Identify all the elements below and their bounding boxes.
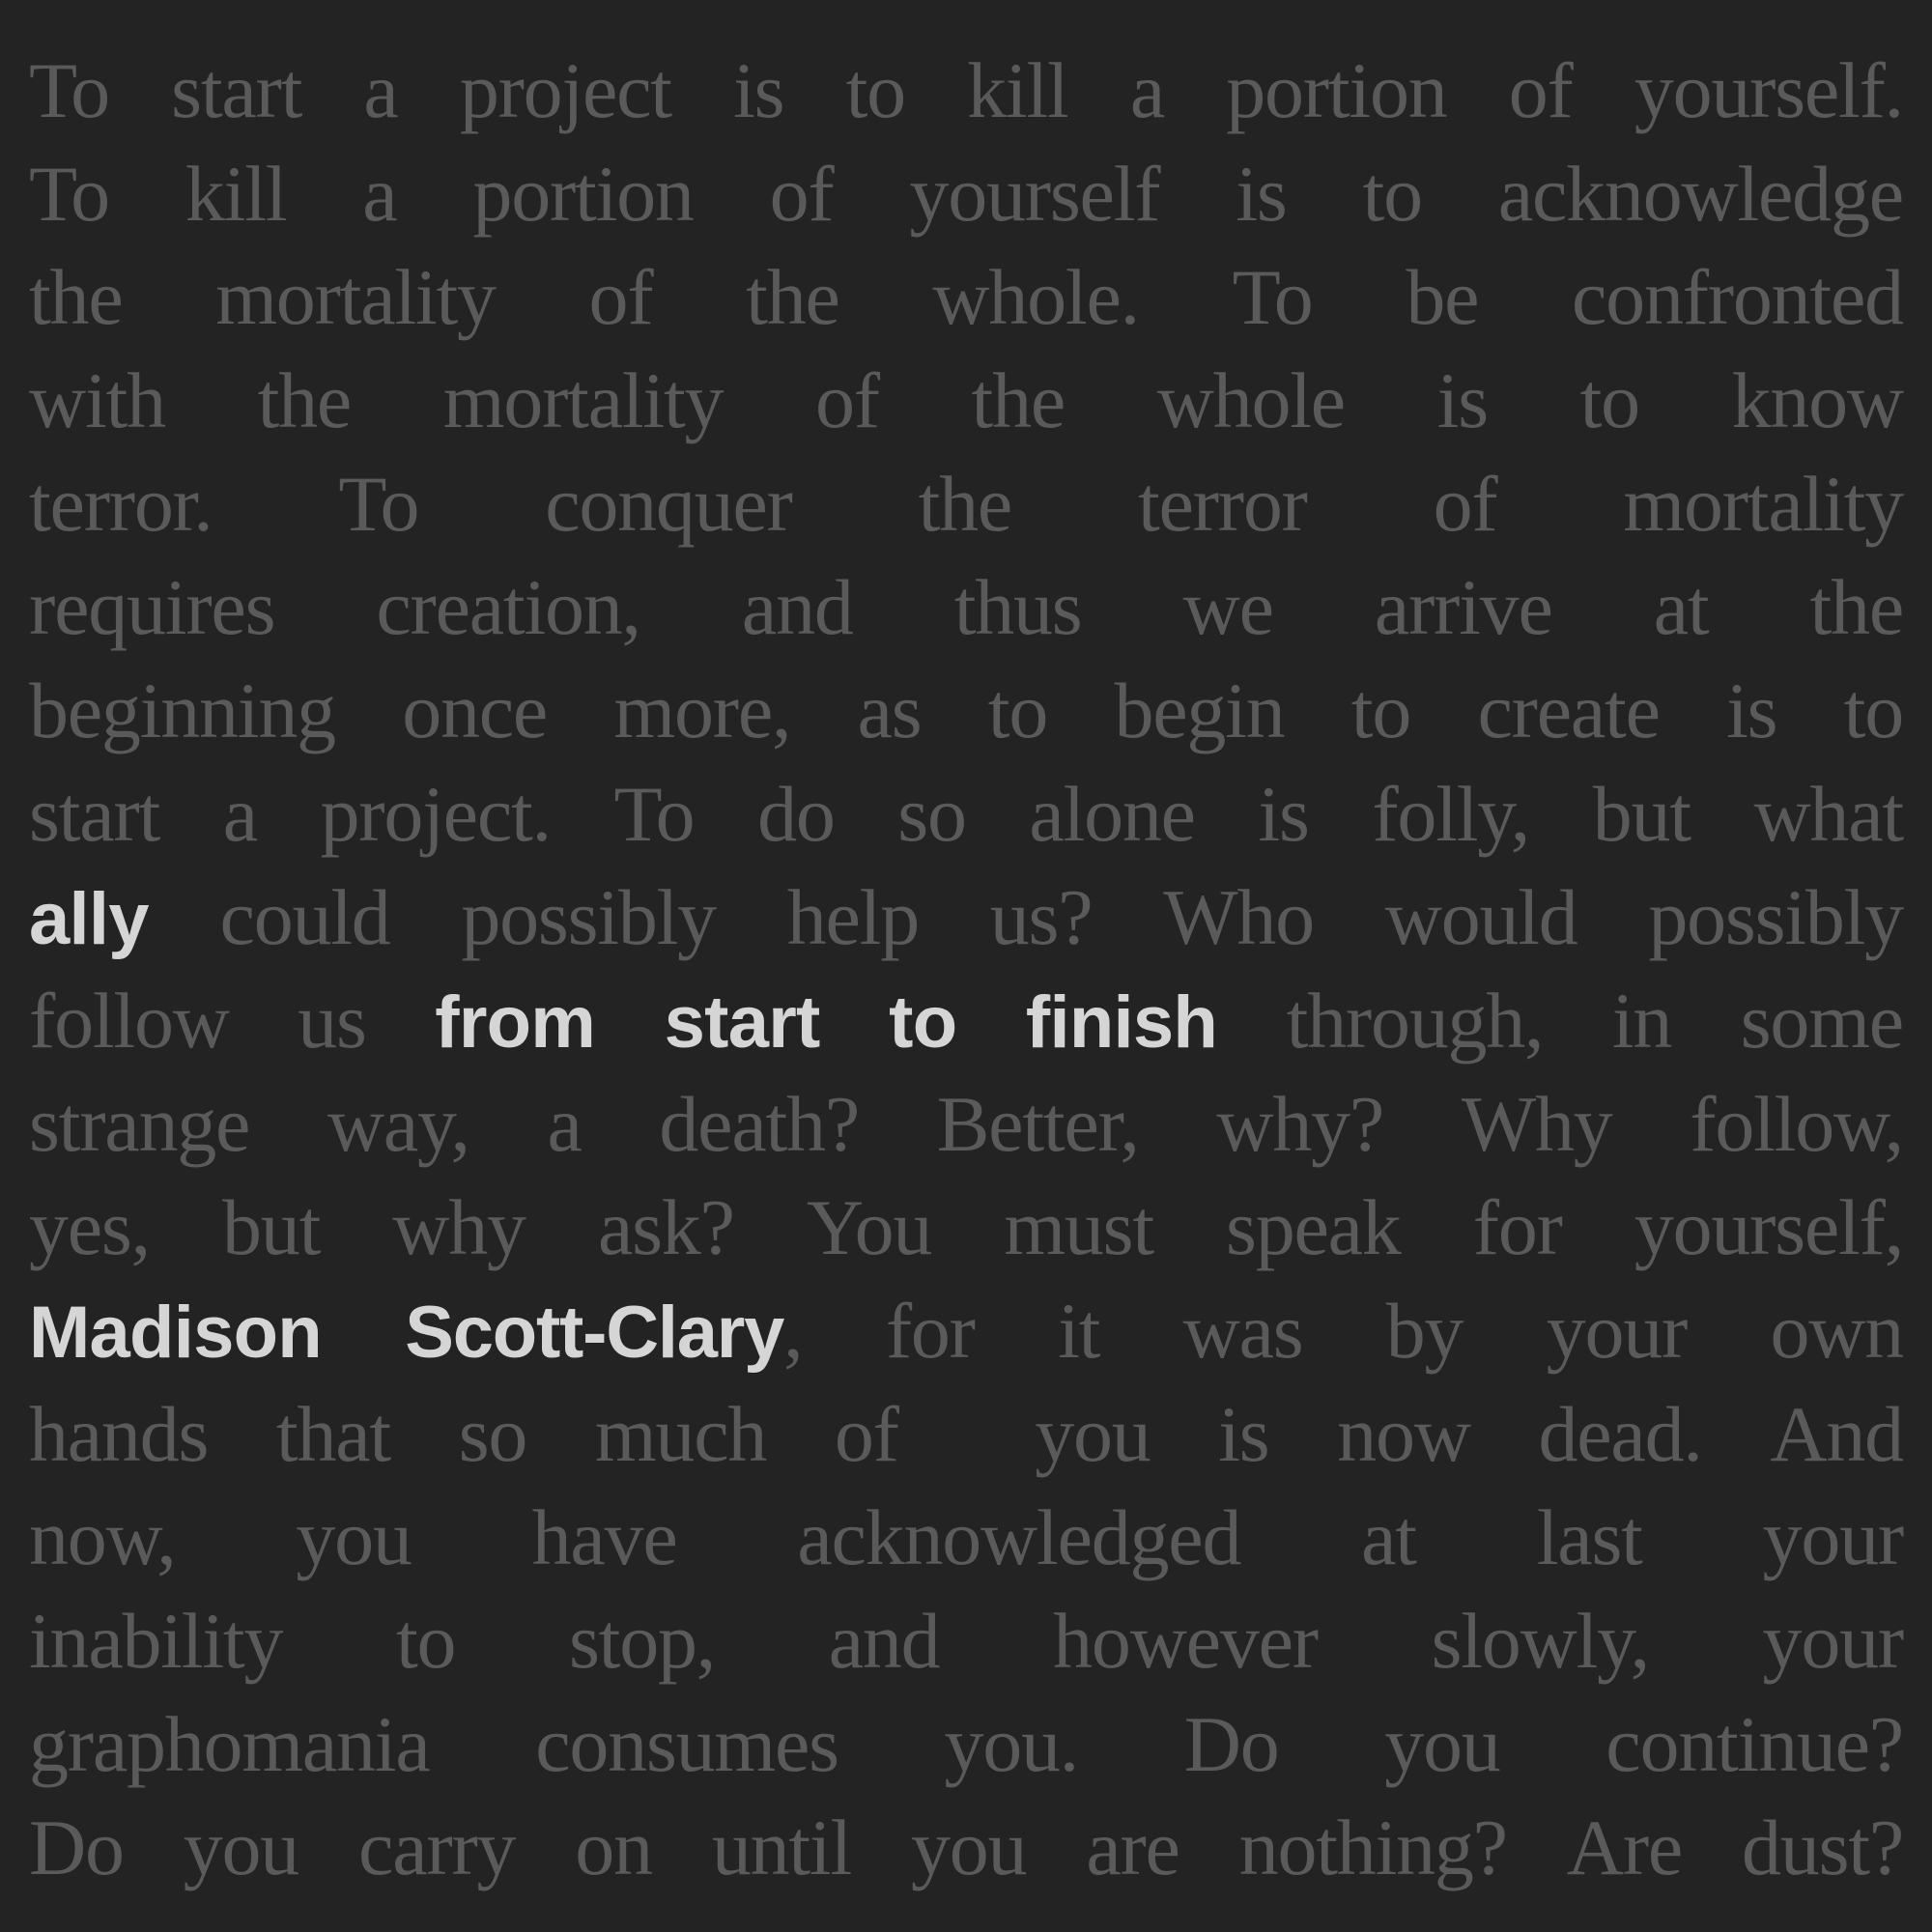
word: yourself [909,150,1160,238]
word: follow [29,977,229,1065]
word: but [1592,770,1690,858]
word: you [296,1493,412,1581]
word: beginning [29,667,335,754]
word: Are [1566,1804,1683,1891]
text-line-13 [29,1279,1903,1382]
author-word [405,1279,802,1384]
word: but [222,1183,321,1271]
word: dead. [1538,1390,1702,1478]
word: Better, [936,1080,1139,1168]
word: a [547,1080,582,1168]
word: once [402,667,548,754]
word: you [911,1804,1027,1891]
word: thus [953,563,1082,651]
text-line-16 [29,1589,1903,1692]
word: to [1362,150,1422,238]
word: help [786,873,919,961]
text-line-8 [29,762,1903,866]
word: Why [1461,1080,1612,1168]
word: hands [29,1390,209,1478]
word: some [1740,977,1903,1065]
word: do [757,770,835,858]
word: to [395,1597,456,1685]
word: you. [944,1700,1079,1788]
word: of [814,356,879,444]
subtitle-word: from [435,981,596,1064]
word: have [531,1493,677,1581]
word: possibly [461,873,716,961]
word: is [1436,356,1488,444]
word: a [222,770,257,858]
word: whole. [932,253,1139,341]
word: whole [1156,356,1345,444]
word: know [1731,356,1903,444]
word: requires [29,563,275,651]
word: you [1035,1390,1151,1478]
word: on [575,1804,652,1891]
word: us? [989,873,1093,961]
text-line-3 [29,245,1903,349]
word: begin [1114,667,1285,754]
plain-fragment: , [783,1287,803,1375]
word: arrive [1374,563,1552,651]
word: acknowledged [797,1493,1241,1581]
word: To [613,770,695,858]
word: are [1086,1804,1179,1891]
word: so [458,1390,527,1478]
word: the [257,356,352,444]
word: of [769,150,834,238]
text-line-1 [29,39,1903,142]
word: start [171,46,302,134]
word: is [1726,667,1777,754]
word: mortality [442,356,724,444]
word: and [741,563,853,651]
word: a [362,150,397,238]
word: start [29,770,160,858]
word: now, [29,1493,176,1581]
word: mortality [1623,460,1903,548]
word: through, [1286,977,1544,1065]
word: of [1508,46,1573,134]
word: strange [29,1080,250,1168]
word: so [897,770,966,858]
word: speak [1226,1183,1401,1271]
word: conquer [545,460,792,548]
word: be [1406,253,1479,341]
word: a [363,46,398,134]
word: possibly [1648,873,1903,961]
word: dust? [1742,1804,1903,1891]
word: to [987,667,1048,754]
word: continue? [1605,1700,1903,1788]
word: is [1218,1390,1269,1478]
word: portion [1226,46,1447,134]
word: us [298,977,366,1065]
word: acknowledge [1497,150,1903,238]
text-line-2 [29,142,1903,245]
word: is [1258,770,1309,858]
word: with [29,356,165,444]
word: carry [358,1804,516,1891]
word: we [1182,563,1273,651]
word: slowly, [1431,1597,1649,1685]
word: graphomania [29,1700,430,1788]
word: the [746,253,839,341]
word: yourself. [1634,46,1903,134]
text-line-9 [29,866,1903,969]
word: your [1546,1287,1688,1375]
word: death? [659,1080,859,1168]
word: And [1770,1390,1903,1478]
word: is [733,46,784,134]
word: the [971,356,1065,444]
word: ask? [597,1183,734,1271]
word: is [1236,150,1287,238]
word: To [29,46,109,134]
word: your [1762,1493,1903,1581]
word: You [806,1183,932,1271]
subtitle-word: to [889,981,957,1064]
word: of [588,253,653,341]
word: inability [29,1597,283,1685]
word: at [1653,563,1709,651]
word: as [857,667,922,754]
word: terror. [29,460,213,548]
text-line-18 [29,1796,1903,1899]
word: that [275,1390,390,1478]
word: until [711,1804,852,1891]
word: Do [29,1804,124,1891]
word: Do [1183,1700,1279,1788]
text-line-5 [29,452,1903,555]
word: much [594,1390,767,1478]
word: project [459,46,671,134]
word: what [1753,770,1903,858]
subtitle-word: start [664,981,820,1064]
word: in [1611,977,1672,1065]
word: yes, [29,1183,150,1271]
word: To [338,460,419,548]
text-line-10 [29,969,1903,1072]
text-line-7 [29,659,1903,762]
word: last [1536,1493,1642,1581]
word: portion [472,150,694,238]
title-word: ally [29,878,149,960]
word: you [1384,1700,1500,1788]
word: must [1004,1183,1153,1271]
text-line-14 [29,1382,1903,1486]
word: consumes [535,1700,838,1788]
word: and [828,1597,940,1685]
word: To [1232,253,1313,341]
word: kill [967,46,1068,134]
word: your [1762,1597,1903,1685]
word: however [1053,1597,1318,1685]
word: create [1477,667,1660,754]
word: the [918,460,1012,548]
text-line-6 [29,555,1903,659]
text-line-12 [29,1176,1903,1279]
word: Who [1163,873,1314,961]
word: to [1843,667,1903,754]
word: a [1129,46,1164,134]
word: creation, [376,563,640,651]
word: follow, [1690,1080,1903,1168]
word: you [183,1804,299,1891]
word: yourself, [1634,1183,1903,1271]
highlight-fragment: Scott-Clary [405,1292,784,1374]
word: could [219,873,390,961]
word: kill [185,150,287,238]
word: by [1385,1287,1463,1375]
word: confronted [1572,253,1903,341]
text-line-4 [29,349,1903,452]
text-line-11 [29,1072,1903,1176]
word: of [834,1390,898,1478]
word: nothing? [1238,1804,1507,1891]
word: to [1350,667,1411,754]
subtitle-word: finish [1025,981,1218,1064]
word: now [1337,1390,1470,1478]
word: To [29,150,109,238]
word: folly, [1372,770,1530,858]
word: mortality [215,253,496,341]
text-line-15 [29,1486,1903,1589]
word: why [392,1183,526,1271]
word: would [1384,873,1577,961]
word: for [1472,1183,1562,1271]
word: way, [327,1080,469,1168]
word: project. [320,770,551,858]
word: terror [1138,460,1307,548]
word: the [1809,563,1903,651]
word: to [845,46,905,134]
word: more, [613,667,791,754]
word: to [1579,356,1639,444]
word: why? [1216,1080,1384,1168]
word: stop, [568,1597,716,1685]
word: at [1361,1493,1416,1581]
word: the [29,253,123,341]
word: own [1770,1287,1903,1375]
word: for [885,1287,975,1375]
word: of [1433,460,1497,548]
author-word: Madison [29,1292,322,1374]
word: it [1058,1287,1100,1375]
word: alone [1029,770,1195,858]
text-line-17 [29,1692,1903,1796]
word: was [1182,1287,1303,1375]
